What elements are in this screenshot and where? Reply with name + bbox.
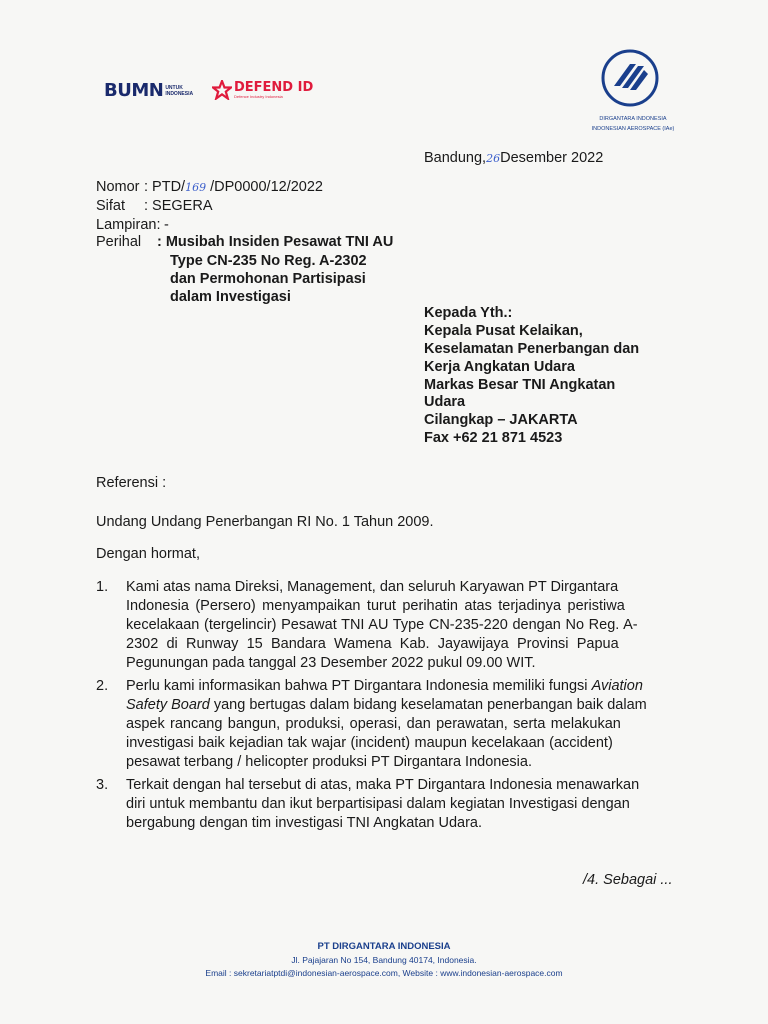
perihal-line-2: Type CN-235 No Reg. A-2302 — [170, 253, 367, 269]
sifat-label: Sifat — [96, 198, 126, 214]
recipient-fax: Fax +62 21 871 4523 — [424, 430, 563, 446]
bumn-wordmark: BUMN — [104, 80, 164, 101]
nomor-handwritten: 169 — [185, 181, 207, 194]
list-number: 1. — [96, 579, 109, 595]
footer-address: Jl. Pajajaran No 154, Bandung 40174, Indonesia. — [291, 955, 477, 965]
paragraph-line — [126, 696, 678, 715]
safety-board-term: Safety Board — [126, 697, 210, 713]
recipient-line: Kepala Pusat Kelaikan, — [424, 323, 583, 339]
nomor-suffix: /DP0000/12/2022 — [206, 179, 323, 195]
nomor-label: Nomor — [96, 179, 140, 195]
recipient-line: Markas Besar TNI Angkatan — [424, 377, 616, 393]
defend-id-logo — [212, 80, 313, 100]
date-day-handwritten: 26 — [486, 152, 501, 165]
paragraph-line: kecelakaan (tergelincir) Pesawat TNI AU Type CN-235-220 dengan No Reg. A- — [126, 617, 638, 633]
paragraph-line: Indonesia (Persero) menyampaikan turut perihatin atas terjadinya peristiwa — [126, 598, 625, 614]
lampiran-value: - — [164, 217, 169, 233]
recipient-line: Kerja Angkatan Udara — [424, 359, 575, 375]
perihal-label: Perihal — [96, 234, 142, 250]
sifat-row — [96, 197, 396, 216]
paragraph-line — [126, 677, 678, 696]
paragraph-text: yang bertugas dalam bidang keselamatan penerbangan baik dalam — [209, 697, 647, 713]
footer-contact: Email : sekretariatptdi@indonesian-aerospace.com, Website : www.indonesian-aerospace.com — [205, 968, 563, 978]
aviation-term: Aviation — [591, 678, 643, 694]
referensi-label: Referensi : — [96, 475, 167, 491]
company-name-en: INDONESIAN AEROSPACE (IAe) — [591, 126, 675, 132]
perihal-line-4: dalam Investigasi — [170, 289, 291, 305]
defend-star-icon — [212, 80, 232, 100]
recipient-line: Kepada Yth.: — [424, 305, 513, 321]
date-city: Bandung, — [424, 150, 487, 166]
company-logo-caption — [578, 114, 688, 134]
nomor-prefix: : PTD/ — [144, 179, 186, 195]
paragraph-line: bergabung dengan tim investigasi TNI Angkatan Udara. — [126, 815, 483, 831]
paragraph-line: pesawat terbang / helicopter produksi PT Dirgantara Indonesia. — [126, 754, 532, 770]
footer-company: PT DIRGANTARA INDONESIA — [317, 941, 451, 952]
perihal-line-1: : Musibah Insiden Pesawat TNI AU — [157, 234, 394, 250]
nomor-row — [96, 178, 396, 197]
recipient-line: Udara — [424, 394, 466, 410]
list-number: 2. — [96, 678, 109, 694]
dirgantara-emblem-icon — [600, 48, 660, 108]
bumn-logo — [104, 80, 193, 101]
referensi-value: Undang Undang Penerbangan RI No. 1 Tahun 2009. — [96, 514, 434, 530]
salutation: Dengan hormat, — [96, 546, 200, 562]
sifat-value: : SEGERA — [144, 198, 213, 214]
paragraph-line: diri untuk membantu dan ikut berpartisipasi dalam kegiatan Investigasi dengan — [126, 796, 630, 812]
date-month-year: Desember 2022 — [500, 150, 604, 166]
paragraph-line: Pegunungan pada tanggal 23 Desember 2022 pukul 09.00 WIT. — [126, 655, 536, 671]
list-number: 3. — [96, 777, 109, 793]
defend-wordmark: DEFEND ID — [234, 80, 314, 95]
nomor-value — [144, 178, 323, 197]
paragraph-line: aspek rancang bangun, produksi, operasi, dan perawatan, serta melakukan — [126, 716, 621, 732]
defend-tagline: Defence Industry Indonesia — [234, 94, 283, 99]
paragraph-line: Kami atas nama Direksi, Management, dan seluruh Karyawan PT Dirgantara — [126, 579, 619, 595]
perihal-line-3: dan Permohonan Partisipasi — [170, 271, 366, 287]
continuation-note: /4. Sebagai ... — [583, 872, 673, 888]
perihal-row — [96, 233, 436, 252]
recipient-line: Cilangkap – JAKARTA — [424, 412, 578, 428]
paragraph-line: 2302 di Runway 15 Bandara Wamena Kab. Jayawijaya Provinsi Papua — [126, 636, 619, 652]
lampiran-label: Lampiran: — [96, 217, 161, 233]
bumn-tagline: UNTUK INDONESIA — [165, 84, 194, 97]
company-name-id: DIRGANTARA INDONESIA — [599, 116, 667, 122]
paragraph-line: Terkait dengan hal tersebut di atas, maka PT Dirgantara Indonesia menawarkan — [126, 777, 640, 793]
paragraph-line: investigasi baik kejadian tak wajar (incident) maupun kecelakaan (accident) — [126, 735, 613, 751]
recipient-line: Keselamatan Penerbangan dan — [424, 341, 640, 357]
letter-date — [424, 149, 603, 168]
paragraph-text: Perlu kami informasikan bahwa PT Dirgantara Indonesia memiliki fungsi — [126, 678, 592, 694]
